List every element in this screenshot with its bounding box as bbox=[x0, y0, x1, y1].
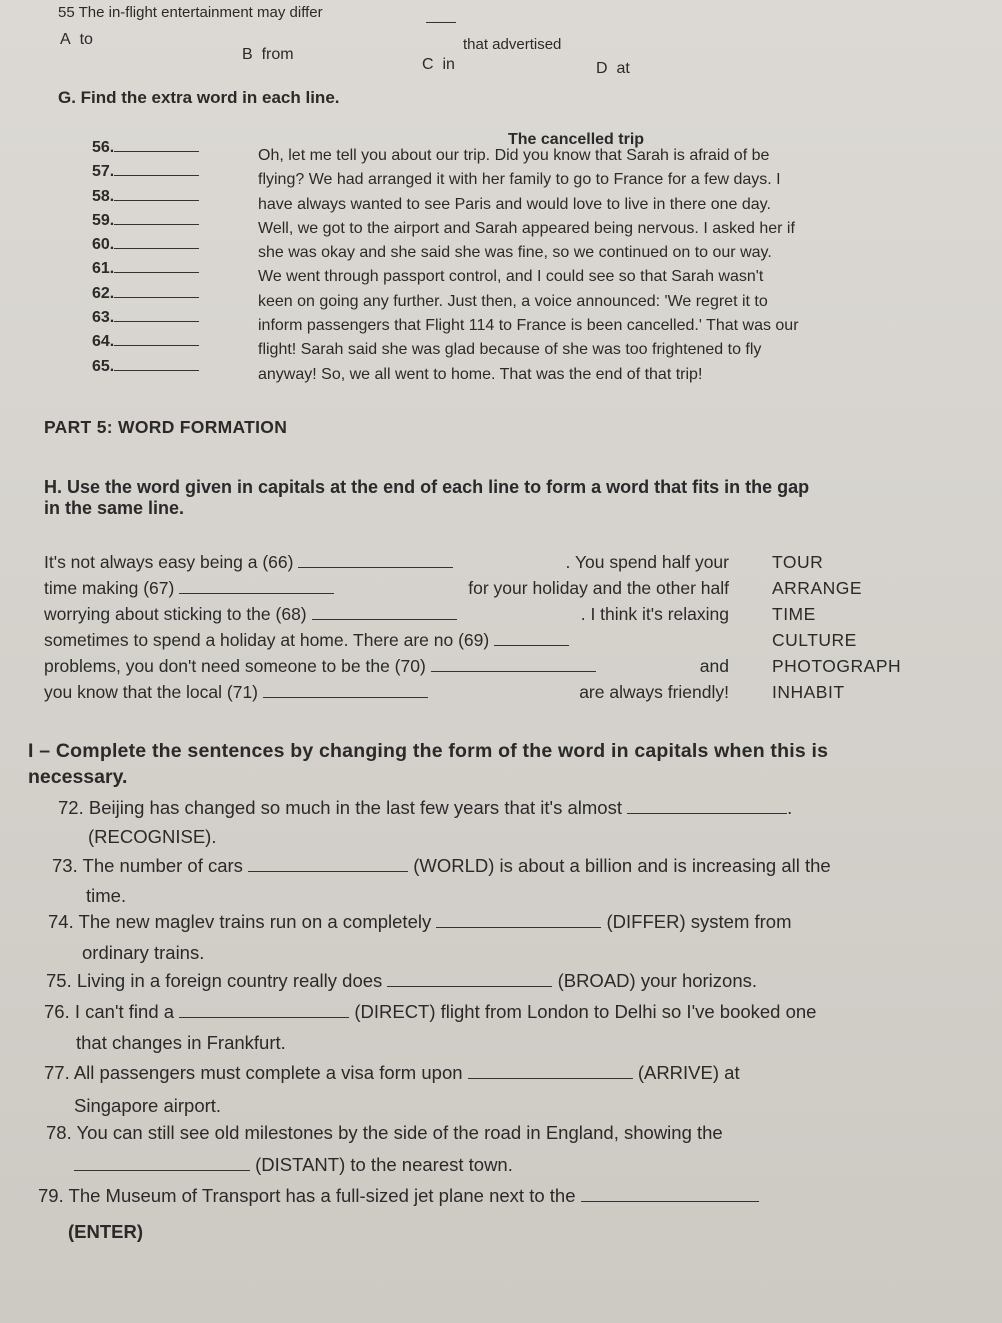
wf-row-71: you know that the local (71) are always friendly! bbox=[44, 682, 729, 702]
q55-stem-end: that advertised bbox=[463, 36, 562, 53]
part5-title: PART 5: WORD FORMATION bbox=[44, 417, 288, 437]
answer-slot-61[interactable]: 61. bbox=[92, 257, 199, 281]
q72-word: (RECOGNISE). bbox=[88, 826, 217, 847]
capital-word: TIME bbox=[772, 604, 816, 624]
q55-option-b[interactable]: B from bbox=[242, 46, 294, 63]
answer-number-column bbox=[92, 136, 199, 379]
answer-slot-64[interactable]: 64. bbox=[92, 330, 199, 354]
capital-word: ARRANGE bbox=[772, 578, 863, 598]
story-line: Oh, let me tell you about our trip. Did you know that Sarah is afraid of be bbox=[258, 147, 770, 164]
q76-cont: that changes in Frankfurt. bbox=[76, 1032, 286, 1053]
capital-word: INHABIT bbox=[772, 682, 845, 702]
wf-row-70: problems, you don't need someone to be the (70) and bbox=[44, 656, 729, 676]
answer-slot-56[interactable]: 56. bbox=[92, 136, 199, 160]
answer-slot-59[interactable]: 59. bbox=[92, 209, 199, 233]
capital-word: TOUR bbox=[772, 552, 824, 572]
section-h-instruction-2: in the same line. bbox=[44, 498, 185, 518]
story-line: flying? We had arranged it with her family to go to France for a few days. I bbox=[258, 171, 781, 189]
q55-option-c[interactable]: C in bbox=[422, 56, 455, 73]
q74-cont: ordinary trains. bbox=[82, 942, 205, 963]
wf-row-66: It's not always easy being a (66) . You spend half your bbox=[44, 552, 729, 572]
answer-slot-60[interactable]: 60. bbox=[92, 233, 199, 257]
q77-blank[interactable] bbox=[468, 1078, 633, 1079]
gap-71[interactable] bbox=[263, 697, 428, 698]
q78-blank[interactable] bbox=[74, 1170, 250, 1171]
q79-word: (ENTER) bbox=[68, 1221, 144, 1242]
gap-69[interactable] bbox=[494, 645, 569, 646]
answer-slot-58[interactable]: 58. bbox=[92, 185, 199, 209]
q77: 77. All passengers must complete a visa form upon (ARRIVE) at bbox=[44, 1062, 740, 1083]
capital-word: PHOTOGRAPH bbox=[772, 656, 902, 676]
section-i-instruction-1: I – Complete the sentences by changing the form of the word in capitals when this is bbox=[28, 740, 829, 762]
story-line: anyway! So, we all went to home. That was the end of that trip! bbox=[258, 365, 703, 383]
wf-row-67: time making (67) for your holiday and the other half bbox=[44, 578, 729, 598]
answer-slot-57[interactable]: 57. bbox=[92, 160, 199, 184]
q78-cont: (DISTANT) to the nearest town. bbox=[74, 1150, 513, 1179]
q72: 72. Beijing has changed so much in the last few years that it's almost . bbox=[58, 797, 793, 818]
answer-slot-63[interactable]: 63. bbox=[92, 306, 199, 330]
q74-blank[interactable] bbox=[436, 927, 601, 928]
q74: 74. The new maglev trains run on a completely (DIFFER) system from bbox=[48, 911, 792, 932]
story-line: she was okay and she said she was fine, so we continued on to our way. bbox=[258, 244, 772, 262]
story-line: Well, we got to the airport and Sarah appeared being nervous. I asked her if bbox=[258, 219, 795, 237]
q76-blank[interactable] bbox=[179, 1017, 349, 1018]
q79: 79. The Museum of Transport has a full-sized jet plane next to the bbox=[38, 1181, 759, 1210]
q77-cont: Singapore airport. bbox=[74, 1095, 222, 1116]
gap-68[interactable] bbox=[312, 619, 457, 620]
story-title: The cancelled trip bbox=[508, 131, 645, 148]
q55-option-a[interactable]: A to bbox=[60, 31, 93, 48]
story-text bbox=[258, 144, 938, 387]
q55-stem: 55 The in-flight entertainment may differ bbox=[58, 4, 323, 21]
section-g-instruction: G. Find the extra word in each line. bbox=[58, 88, 340, 107]
q73: 73. The number of cars (WORLD) is about a billion and is increasing all the bbox=[52, 855, 831, 876]
section-i-instruction-2: necessary. bbox=[28, 766, 128, 788]
wf-row-68: worrying about sticking to the (68) . I think it's relaxing bbox=[44, 604, 729, 624]
q72-blank[interactable] bbox=[627, 813, 787, 814]
q78: 78. You can still see old milestones by the side of the road in England, showing the bbox=[46, 1122, 723, 1143]
word-formation-paragraph bbox=[44, 549, 729, 705]
story-line: inform passengers that Flight 114 to France is been cancelled.' That was our bbox=[258, 317, 799, 335]
capitals-column bbox=[772, 549, 901, 705]
wf-row-69: sometimes to spend a holiday at home. There are no (69) bbox=[44, 627, 729, 653]
q55-option-d[interactable]: D at bbox=[596, 60, 630, 77]
answer-slot-65[interactable]: 65. bbox=[92, 355, 199, 379]
q75-blank[interactable] bbox=[387, 986, 552, 987]
story-line: keen on going any further. Just then, a voice announced: 'We regret it to bbox=[258, 292, 768, 310]
story-line: We went through passport control, and I could see so that Sarah wasn't bbox=[258, 268, 764, 286]
answer-slot-62[interactable]: 62. bbox=[92, 282, 199, 306]
gap-70[interactable] bbox=[431, 671, 596, 672]
q73-cont: time. bbox=[86, 885, 127, 906]
section-h-instruction-1: H. Use the word given in capitals at the end of each line to form a word that fits in the gap bbox=[44, 477, 810, 497]
story-line: have always wanted to see Paris and would love to live in there one day. bbox=[258, 195, 771, 213]
q76: 76. I can't find a (DIRECT) flight from London to Delhi so I've booked one bbox=[44, 1001, 817, 1022]
gap-67[interactable] bbox=[179, 593, 334, 594]
capital-word: CULTURE bbox=[772, 630, 857, 650]
story-line: flight! Sarah said she was glad because of she was too frightened to fly bbox=[258, 341, 762, 359]
q73-blank[interactable] bbox=[248, 871, 408, 872]
q55-blank[interactable] bbox=[426, 22, 456, 23]
q79-blank[interactable] bbox=[581, 1201, 759, 1202]
q75: 75. Living in a foreign country really does (BROAD) your horizons. bbox=[46, 970, 758, 991]
gap-66[interactable] bbox=[298, 567, 453, 568]
